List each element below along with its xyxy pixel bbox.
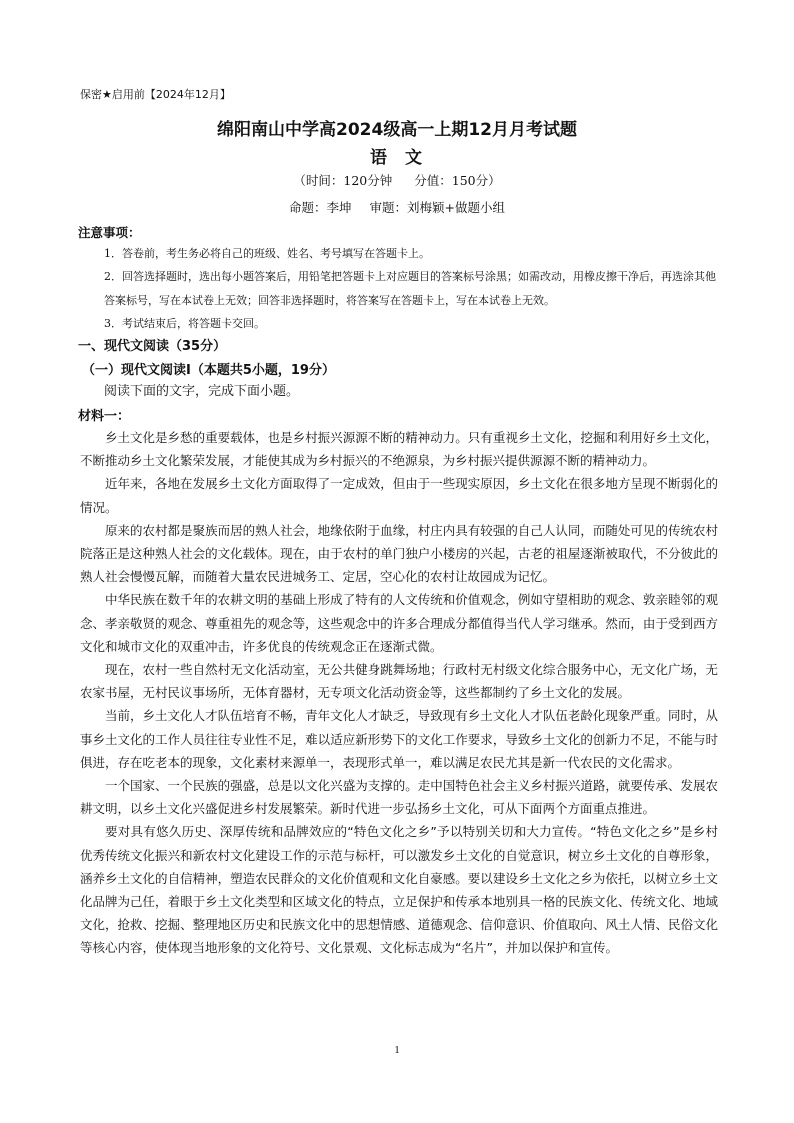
notice-item: 1．答卷前，考生务必将自己的班级、姓名、考号填写在答题卡上。 (104, 247, 430, 260)
notice-item: 2．回答选择题时，选出每小题答案后，用铅笔把答题卡上对应题目的答案标号涂黑；如需改动，用橡皮擦干净后，再选涂其他答案标号，写在本试卷上无效；回答非选择题时，将答案写在答题卡上，写在本试卷上无效。 (104, 270, 716, 307)
paragraph: 现在，农村一些自然村无文化活动室，无公共健身跳舞场地；行政村无村级文化综合服务中心，无文化广场，无农家书屋，无村民议事场所，无体育器材，无专项文化活动资金等，这些都制约了乡土文化的发展。 (80, 662, 718, 701)
notice-item: 3．考试结束后，将答题卡交回。 (104, 317, 265, 330)
paragraph: 原来的农村都是聚族而居的熟人社会，地缘依附于血缘，村庄内具有较强的自己人认同，而随处可见的传统农村院落正是这种熟人社会的文化载体。现在，由于农村的单门独户小楼房的兴起，古老的祖屋逐渐被取代，不分彼此的熟人社会慢慢瓦解，而随着大量农民进城务工、定居，空心化的农村让故园成为记忆。 (80, 522, 718, 585)
subject-char-1: 语 (370, 148, 389, 168)
question-setter: 命题：李坤 (289, 200, 352, 215)
subsection-heading: （一）现代文阅读Ⅰ（本题共5小题，19分） (82, 363, 335, 378)
paragraph: 近年来，各地在发展乡土文化方面取得了一定成效，但由于一些现实原因，乡土文化在很多地方呈现不断弱化的情况。 (80, 476, 718, 515)
paragraph: 要对具有悠久历史、深厚传统和品牌效应的“特色文化之乡”予以特别关切和大力宣传。“特色文化之乡”是乡村优秀传统文化振兴和新农村文化建设工作的示范与标杆，可以激发乡土文化的自觉意识，树立乡土文化的自尊形象，涵养乡土文化的自信精神，塑造农民群众的文化价值观和文化自豪感。要以建设乡土文化之乡为依托，以树立乡土文化品牌为己任，着眼于乡土文化类型和区域文化的特点，立足保护和传承本地别具一格的民族文化、传统文化、地域文化，抢救、挖掘、整理地区历史和民族文化中的思想情感、道德观念、信仰意识、价值取向、风土人情、民俗文化等核心内容，使体现当地形象的文化符号、文化景观、文化标志成为“名片”，并加以保护和宣传。 (80, 824, 718, 956)
exam-time-score (0, 171, 794, 189)
exam-title: 绵阳南山中学高2024级高一上期12月月考试题 (217, 120, 577, 140)
paragraph: 乡土文化是乡愁的重要载体，也是乡村振兴源源不断的精神动力。只有重视乡土文化，挖掘和利用好乡土文化，不断推动乡土文化繁荣发展，才能使其成为乡村振兴的不绝源泉，为乡村振兴提供源源不断的精神动力。 (80, 430, 718, 469)
reading-instruction: 阅读下面的文字，完成下面小题。 (104, 384, 300, 399)
section-heading: 一、现代文阅读（35分） (78, 339, 227, 354)
confidential-label: 保密★启用前【2024年12月】 (80, 88, 231, 101)
paragraph: 一个国家、一个民族的强盛，总是以文化兴盛为支撑的。走中国特色社会主义乡村振兴道路，就要传承、发展农耕文明，以乡土文化兴盛促进乡村发展繁荣。新时代进一步弘扬乡土文化，可从下面两个方面重点推进。 (80, 778, 718, 817)
exam-time: （时间：120分钟 (293, 173, 393, 188)
page-number: 1 (394, 1044, 400, 1056)
notice-heading: 注意事项： (78, 225, 141, 240)
subject-title (0, 143, 794, 168)
material-label: 材料一： (78, 409, 131, 424)
exam-score: 分值：150分） (414, 173, 501, 188)
paragraph: 中华民族在数千年的农耕文明的基础上形成了特有的人文传统和价值观念，例如守望相助的观念、敦亲睦邻的观念、孝亲敬贤的观念、尊重祖先的观念等，这些观念中的许多合理成分都值得当代人学习继承。然而，由于受到西方文化和城市文化的双重冲击，许多优良的传统观念正在逐渐式微。 (80, 592, 718, 654)
question-reviewer: 审题：刘梅颖+做题小组 (369, 200, 505, 215)
exam-authors (0, 198, 794, 216)
paragraph: 当前，乡土文化人才队伍培育不畅，青年文化人才缺乏，导致现有乡土文化人才队伍老龄化现象严重。同时，从事乡土文化的工作人员往往专业性不足，难以适应新形势下的文化工作要求，导致乡土文化的创新力不足，不能与时俱进，存在吃老本的现象，文化素材来源单一，表现形式单一，难以满足农民尤其是新一代农民的文化需求。 (80, 708, 718, 770)
material-text (80, 426, 718, 960)
subject-char-2: 文 (405, 148, 424, 168)
